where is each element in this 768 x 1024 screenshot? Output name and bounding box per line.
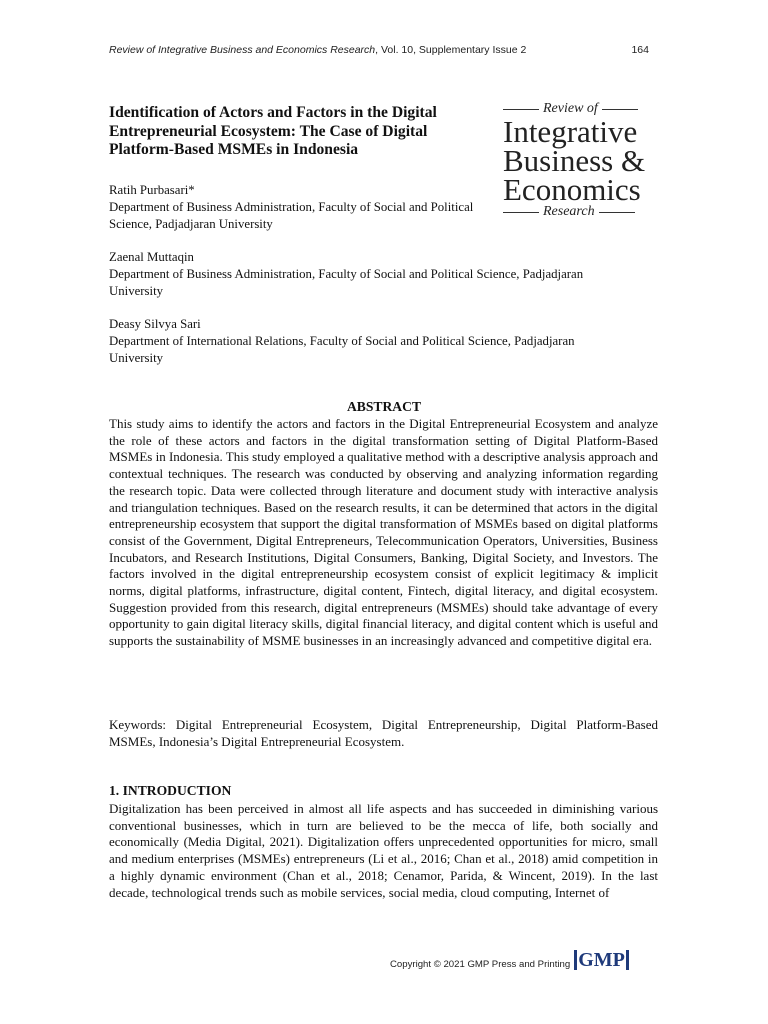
page-footer [390, 950, 630, 970]
author-affiliation: Department of Business Administration, Faculty of Social and Political Science, Padjadjaran University [109, 267, 584, 298]
author-name: Ratih Purbasari* [109, 183, 195, 197]
author-name: Zaenal Muttaqin [109, 250, 194, 264]
author-name: Deasy Silvya Sari [109, 317, 201, 331]
running-header [109, 44, 649, 56]
logo-word-economics: Economics [503, 172, 641, 207]
logo-word-business: Business & [503, 143, 646, 178]
logo-bottom-line: Research [503, 204, 663, 220]
abstract-text: This study aims to identify the actors and factors in the Digital Entrepreneurial Ecosystem and analyze the role of these actors and factors in the digital transformation setting of Digital Platform-Based MSMEs in Indonesia. This study employed a qualitative method with a descriptive analysis approach and contextual techniques. The research was conducted by observing and analyzing information regarding the research topic. Data were collected through literature and document study with interactive analysis and triangulation techniques. Based on the research results, it can be determined that actors in the digital entrepreneurship ecosystem that support the digital transformation of MSMEs based on digital platforms consist of the Government, Digital Entrepreneurs, Telecommunication Operators, Universities, Business Incubators, and Research Institutions, Digital Consumers, Banking, Digital Society, and Investors. The factors involved in the digital entrepreneurship ecosystem consist of explicit legitimacy & implicit norms, digital platforms, infrastructure, digital content, Fintech, digital literacy, and digital ecosystem. Suggestion provided from this research, digital entrepreneurs (MSMEs) should take advantage of every opportunity to gain digital literacy skills, digital financial literacy, and digital content which is useful and supports the sustainability of MSME businesses in an increasingly advanced and competitive digital era. [109, 416, 658, 649]
abstract-heading: ABSTRACT [346, 399, 422, 414]
author-affiliation: Department of International Relations, Faculty of Social and Political Science, Padjadjaran University [109, 334, 575, 365]
keywords: Keywords: Digital Entrepreneurial Ecosystem, Digital Entrepreneurship, Digital Platform-Based MSMEs, Indonesia’s Digital Entrepreneurial Ecosystem. [109, 717, 658, 749]
paper-title: Identification of Actors and Factors in the Digital Entrepreneurial Ecosystem: The Case of Digital Platform-Based MSMEs in Indonesia [109, 104, 437, 158]
journal-logo [503, 101, 663, 220]
page-number: 164 [631, 44, 649, 56]
copyright-text: Copyright © 2021 GMP Press and Printing [390, 959, 571, 970]
introduction-text: Digitalization has been perceived in almost all life aspects and has succeeded in diminishing various conventional businesses, which in turn are believed to be the mecca of life, both socially and economically (Media Digital, 2021). Digitalization offers unprecedented opportunities for micro, small and medium enterprises (MSMEs) entrepreneurs (Li et al., 2016; Chan et al., 2018) amid competition in a highly dynamic environment (Chan et al., 2018; Cenamor, Parida, & Wincent, 2019). In the last decade, technological trends such as mobile services, social media, cloud computing, Internet of [109, 801, 658, 900]
logo-word-integrative: Integrative [503, 114, 638, 149]
author-3 [109, 316, 604, 367]
journal-issue: , Vol. 10, Supplementary Issue 2 [375, 44, 527, 56]
author-1 [109, 182, 479, 233]
author-affiliation: Department of Business Administration, Faculty of Social and Political Science, Padjadjaran University [109, 200, 474, 231]
section-heading-introduction: 1. INTRODUCTION [109, 783, 232, 798]
logo-top-line: Review of [503, 101, 663, 117]
author-2 [109, 249, 614, 300]
journal-name: Review of Integrative Business and Economics Research [109, 44, 376, 56]
gmp-logo: GMP [573, 950, 630, 970]
